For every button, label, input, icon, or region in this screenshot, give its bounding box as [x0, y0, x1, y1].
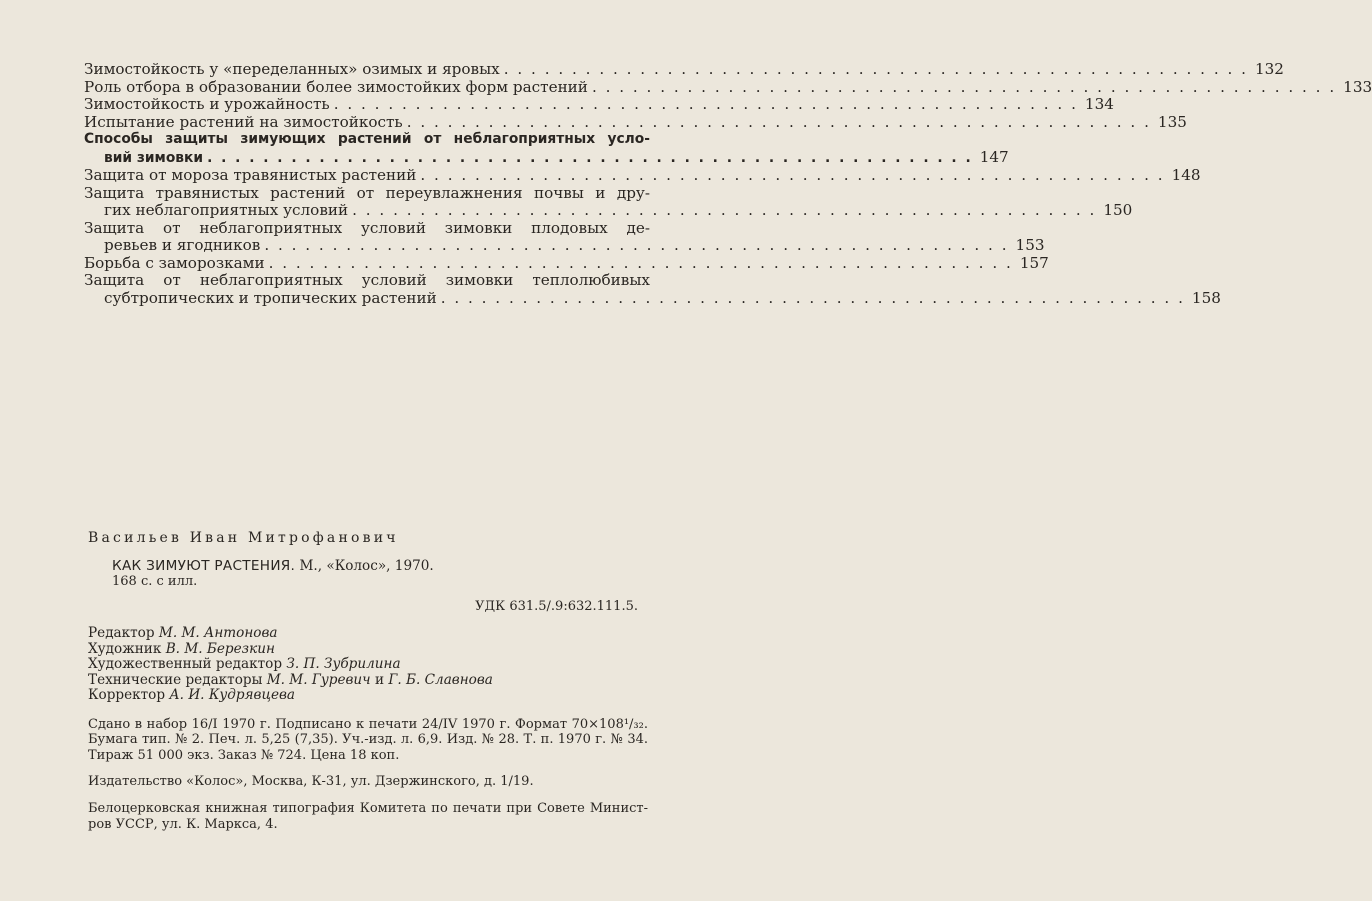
toc-entry — [84, 77, 1372, 97]
credit-name: Г. Б. Славнова — [388, 671, 493, 688]
imprint-block — [88, 530, 648, 833]
toc-entry-title: Защита от мороза травянистых растений — [84, 166, 417, 184]
credit-conjunction: и — [374, 671, 385, 688]
toc-entry-title-line: субтропических и тропических растений — [104, 288, 437, 307]
author-name: Васильев Иван Митрофанович — [88, 530, 399, 546]
toc-leader-dots — [403, 114, 1155, 132]
toc-page-number: 150 — [1103, 201, 1133, 219]
credit-role: Технические редакторы — [88, 671, 263, 688]
credit-line — [88, 657, 648, 673]
credit-line — [88, 626, 648, 642]
toc-leader-dots — [416, 167, 1168, 185]
credit-role: Корректор — [88, 687, 166, 703]
book-citation — [112, 559, 648, 574]
toc-page-number: 147 — [979, 147, 1009, 166]
publication-info: М., «Колос», 1970. — [299, 558, 434, 574]
toc-entry — [84, 218, 1045, 255]
page-count: 168 с. с илл. — [112, 574, 198, 589]
toc-entry — [84, 183, 1133, 220]
credit-name: М. М. Гуревич — [266, 671, 371, 688]
toc-page-number: 153 — [1015, 236, 1045, 254]
credit-role: Художник — [88, 640, 162, 657]
credit-role: Редактор — [88, 625, 155, 641]
toc-entry — [84, 95, 1114, 114]
toc-page-number: 132 — [1254, 60, 1284, 78]
credit-line — [88, 642, 648, 658]
toc-entry-title: Зимостойкость и урожайность — [84, 95, 330, 113]
toc-entry-title: Борьба с заморозками — [84, 253, 265, 272]
toc-entry-title-line: Способы защиты зимующих растений от неблагоприятных усло- — [84, 131, 650, 147]
publisher-address: Издательство «Колос», Москва, К-31, ул. Дзержинского, д. 1/19. — [88, 774, 534, 789]
toc-page-number: 134 — [1084, 95, 1114, 113]
book-title: КАК ЗИМУЮТ РАСТЕНИЯ. — [112, 558, 296, 574]
credit-line — [88, 673, 648, 689]
table-of-contents — [84, 60, 1372, 307]
toc-entry — [84, 253, 1049, 273]
toc-entry-title-line: гих неблагоприятных условий — [104, 201, 349, 219]
udk-code: УДК 631.5/.9:632.111.5. — [475, 599, 638, 614]
toc-section-heading — [84, 131, 1009, 167]
toc-leader-dots — [588, 79, 1340, 97]
toc-entry-title-line: ревьев и ягодников — [104, 236, 261, 254]
toc-leader-dots — [500, 61, 1252, 79]
staff-credits — [88, 626, 648, 704]
credit-name: З. П. Зубрилина — [286, 656, 401, 672]
toc-leader-dots — [348, 202, 1100, 220]
toc-page-number: 157 — [1019, 253, 1049, 272]
toc-entry-title: Роль отбора в образовании более зимостойких форм растений — [84, 77, 588, 96]
toc-entry-title-line: Защита от неблагоприятных условий зимовки теплолюбивых — [84, 271, 650, 289]
toc-entry-title-line: Защита от неблагоприятных условий зимовки плодовых де- — [84, 218, 650, 237]
toc-entry-title-line: вий зимовки — [104, 149, 204, 166]
toc-entry-title: Зимостойкость у «переделанных» озимых и яровых — [84, 60, 500, 78]
tech-line: Тираж 51 000 экз. Заказ № 724. Цена 18 коп. — [88, 747, 400, 763]
toc-entry-title: Испытание растений на зимостойкость — [84, 112, 403, 131]
technical-details — [88, 717, 648, 764]
toc-leader-dots — [265, 255, 1017, 273]
credit-line — [88, 688, 648, 704]
printer-line: Белоцерковская книжная типография Комитета по печати при Совете Минист- — [88, 800, 648, 816]
toc-page-number: 148 — [1171, 166, 1201, 184]
toc-leader-dots — [437, 290, 1189, 308]
toc-entry — [84, 166, 1201, 185]
toc-entry-title-line: Защита травянистых растений от переувлажнения почвы и дру- — [84, 183, 650, 202]
toc-leader-dots — [203, 150, 977, 168]
credit-name: М. М. Антонова — [158, 625, 278, 641]
toc-entry — [84, 112, 1187, 132]
toc-leader-dots — [330, 96, 1082, 114]
printer-info — [88, 801, 648, 833]
credit-name: А. И. Кудрявцева — [169, 687, 296, 703]
credit-role: Художественный редактор — [88, 656, 283, 672]
credit-name: В. М. Березкин — [165, 640, 275, 657]
tech-line: Сдано в набор 16/I 1970 г. Подписано к печати 24/IV 1970 г. Формат 70×108¹/₃₂. — [88, 716, 648, 732]
toc-page-number: 133 — [1343, 77, 1372, 96]
toc-page-number: 158 — [1191, 288, 1221, 307]
tech-line: Бумага тип. № 2. Печ. л. 5,25 (7,35). Уч.-изд. л. 6,9. Изд. № 28. Т. п. 1970 г. № 34. — [88, 732, 648, 747]
toc-entry — [84, 271, 1221, 307]
toc-entry — [84, 60, 1284, 79]
printer-line: ров УССР, ул. К. Маркса, 4. — [88, 816, 278, 832]
toc-leader-dots — [260, 237, 1012, 255]
toc-page-number: 135 — [1157, 112, 1187, 131]
